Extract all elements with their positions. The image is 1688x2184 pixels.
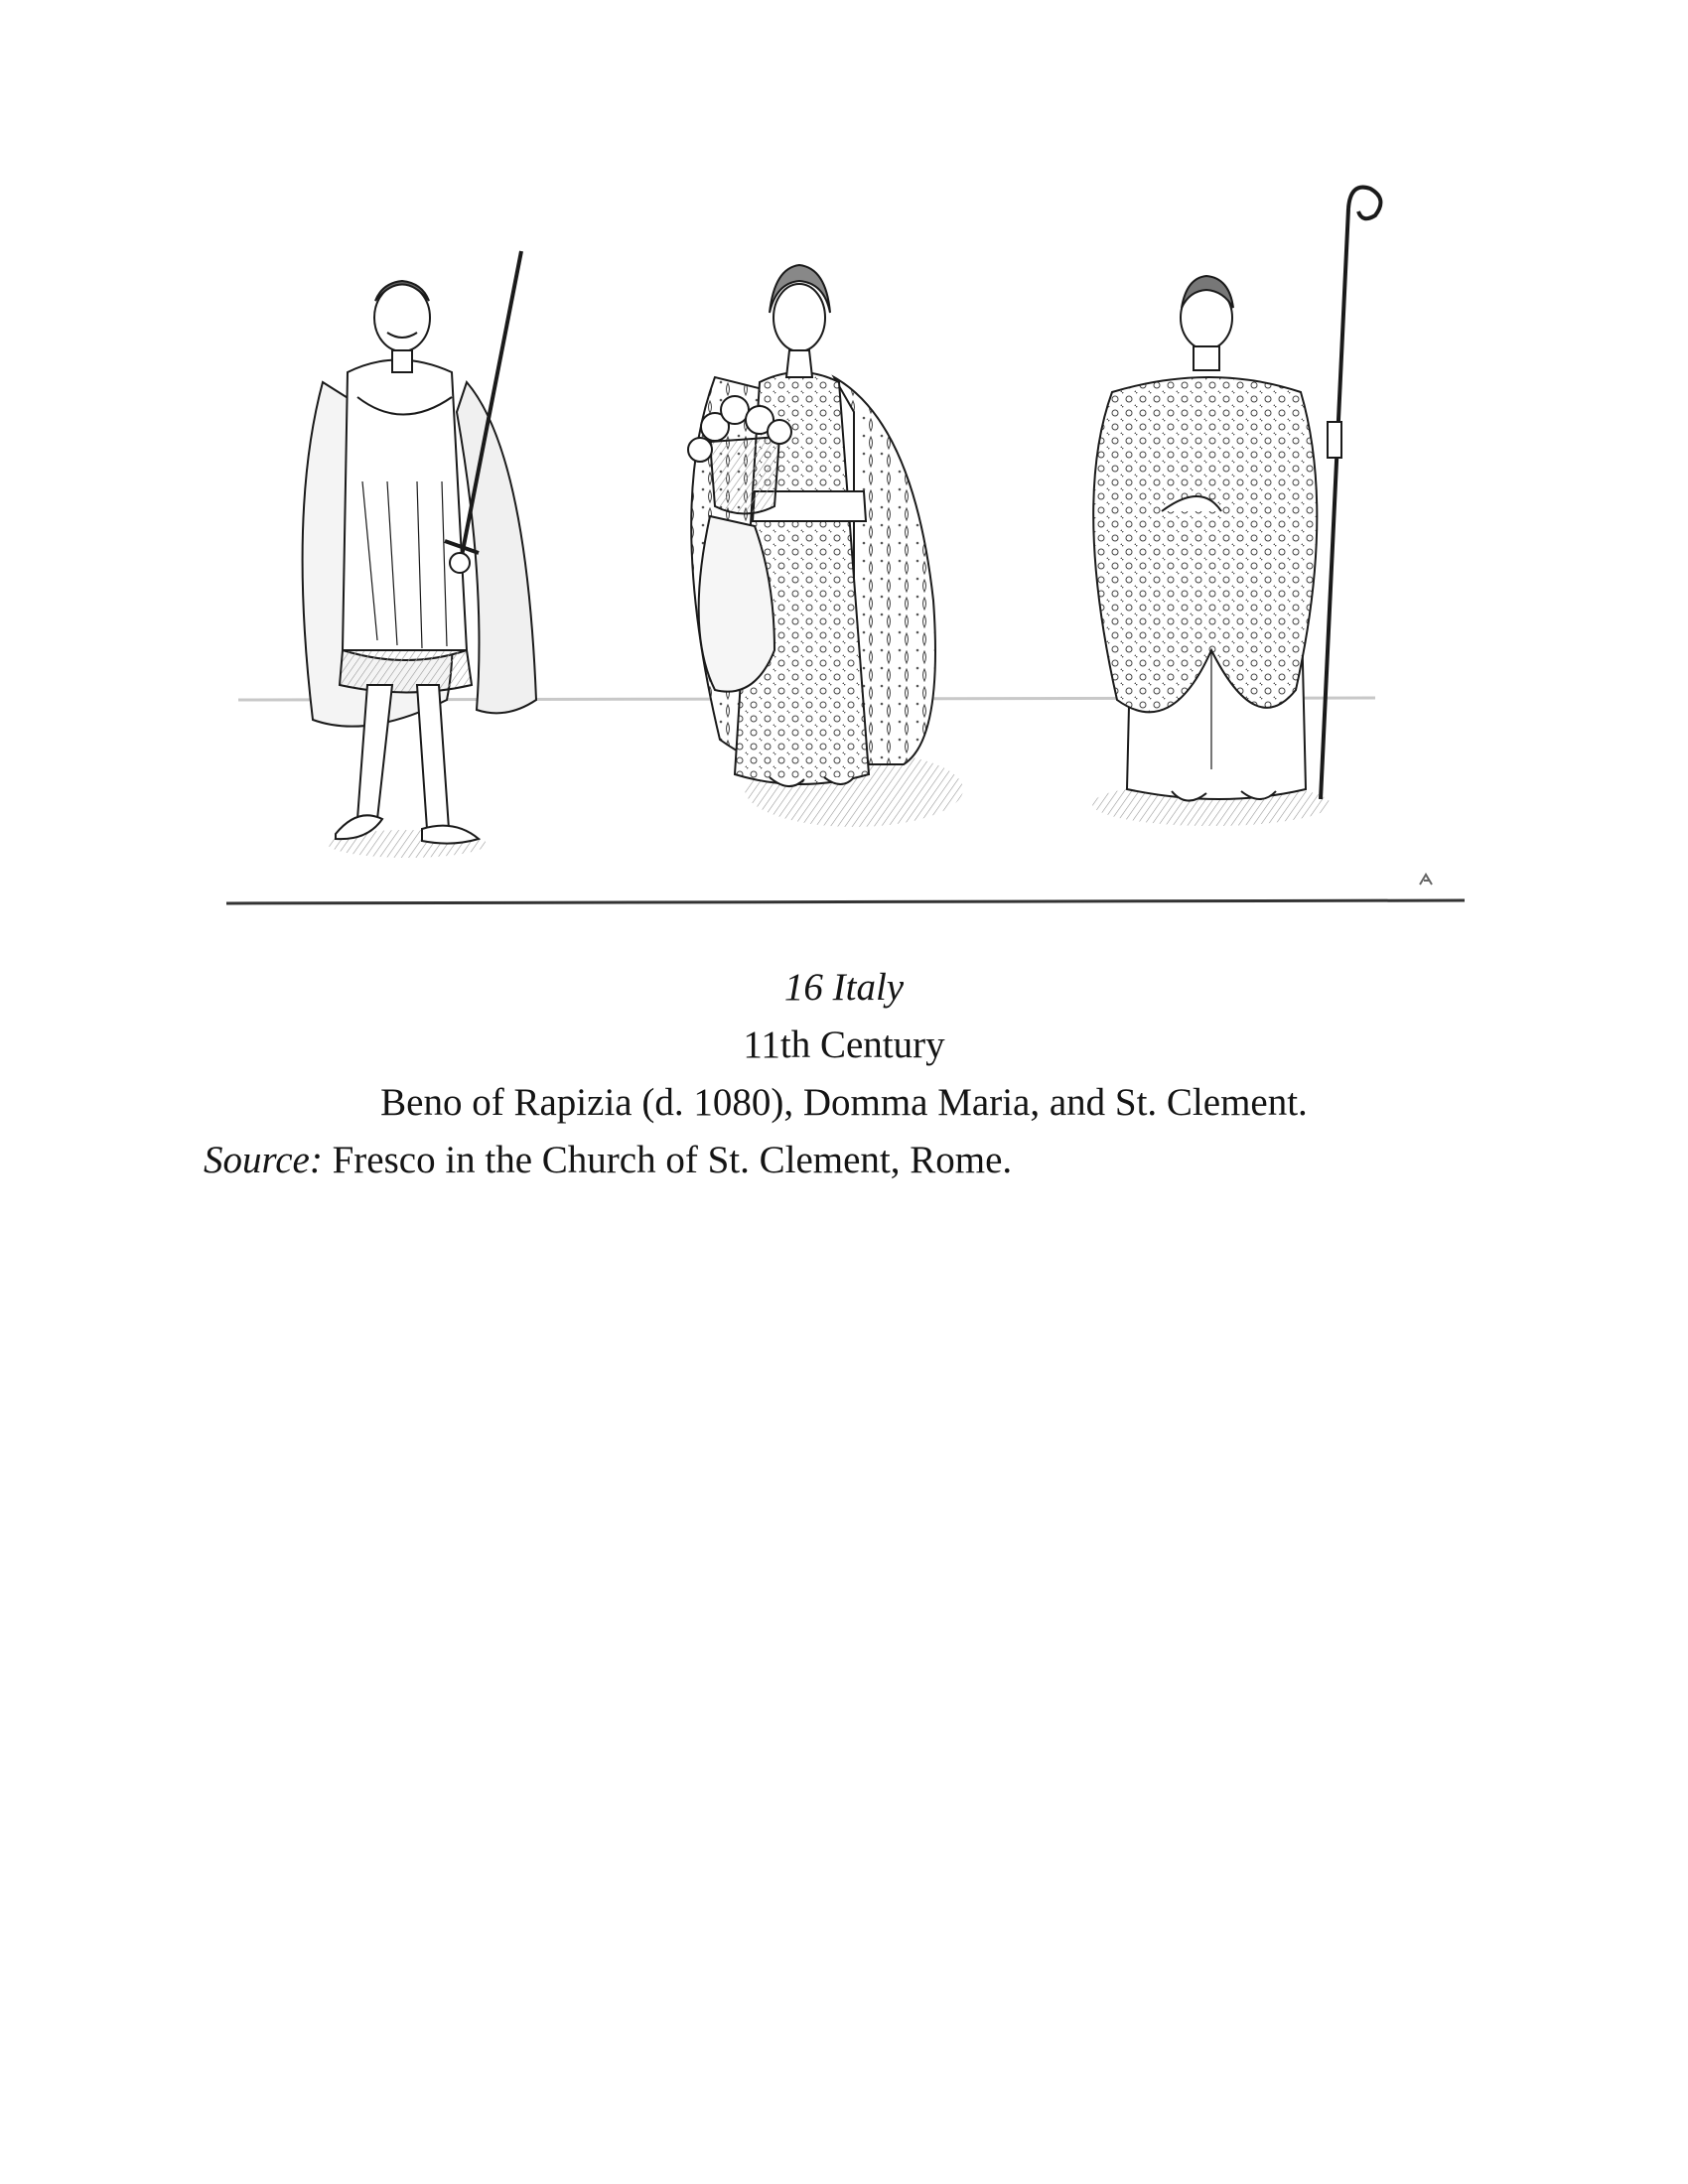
figure-st-clement [1092, 188, 1380, 826]
plate-title: 16 Italy [783, 966, 905, 1009]
flower-basket [710, 437, 779, 514]
crozier [1321, 208, 1348, 799]
figure-beno-of-rapizia [303, 251, 536, 858]
source-label: Source: [204, 1139, 323, 1181]
source-text: Fresco in the Church of St. Clement, Rome. [322, 1139, 1013, 1181]
century-label: 11th Century [743, 1024, 945, 1066]
figure-domma-maria [688, 265, 963, 827]
plate-base-line [226, 900, 1465, 903]
costume-plate-illustration [218, 184, 1470, 918]
figures-caption: Beno of Rapizia (d. 1080), Domma Maria, and St. Clement. [380, 1081, 1308, 1124]
engraver-monogram [1420, 875, 1432, 885]
source-caption [204, 1141, 1012, 1179]
